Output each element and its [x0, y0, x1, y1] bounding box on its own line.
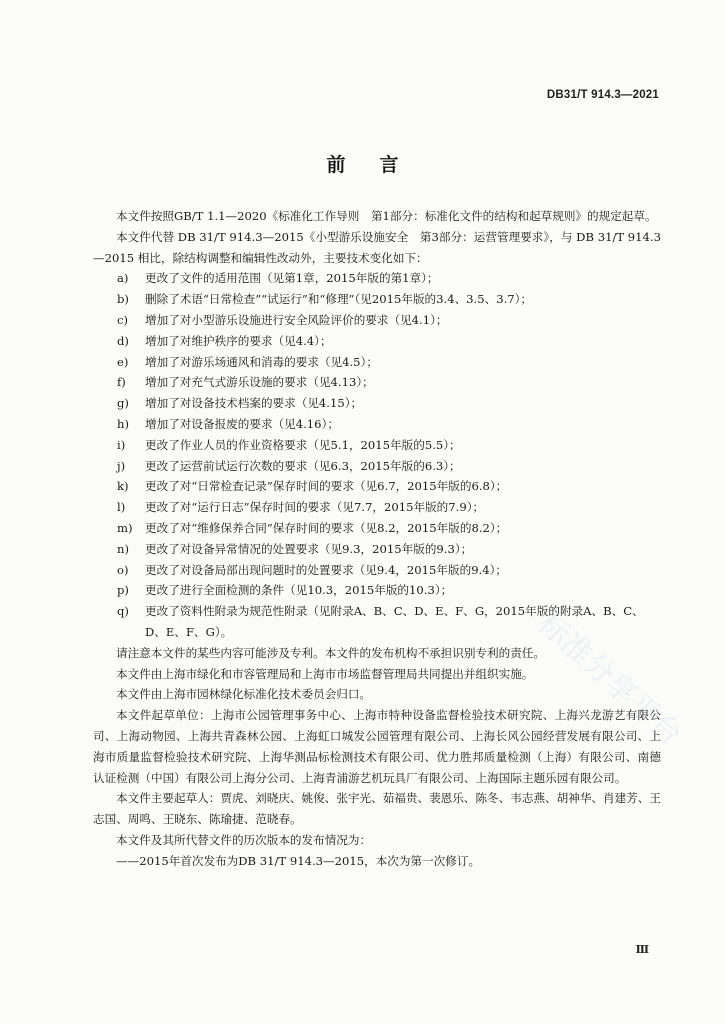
list-text: 增加了对游乐场通风和消毒的要求（见4.5）； [145, 354, 378, 369]
list-text: 更改了资料性附录为规范性附录（见附录A、B、C、D、E、F、G，2015年版的附录A、B、C、D、E、F、G）。 [145, 604, 644, 639]
changes-list [93, 268, 661, 642]
list-item [93, 539, 661, 560]
list-text: 更改了文件的适用范围（见第1章，2015年版的第1章）； [145, 271, 439, 286]
list-item [93, 414, 661, 435]
list-item [93, 268, 661, 289]
list-marker: n) [117, 541, 129, 556]
list-marker: m) [117, 520, 133, 535]
list-marker: j) [117, 458, 126, 473]
paragraph-patent-notice: 请注意本文件的某些内容可能涉及专利。本文件的发布机构不承担识别专利的责任。 [116, 645, 545, 660]
paragraph-drafting-rule: 本文件按照GB/T 1.1—2020《标准化工作导则 第1部分：标准化文件的结构和起草规则》的规定起草。 [116, 209, 657, 223]
list-text: 更改了作业人员的作业资格要求（见5.1，2015年版的5.5）； [145, 437, 461, 452]
list-marker: h) [117, 416, 129, 431]
list-item [93, 372, 661, 393]
list-marker: i) [117, 437, 126, 452]
page-title: 前言 [326, 154, 433, 176]
list-marker: d) [117, 333, 129, 348]
list-item [93, 310, 661, 331]
list-text: 更改了运营前试运行次数的要求（见6.3，2015年版的6.3）； [145, 458, 461, 473]
paragraph-proposer: 本文件由上海市绿化和市容管理局和上海市市场监督管理局共同提出并组织实施。 [116, 666, 534, 681]
list-marker: k) [117, 479, 129, 494]
list-text: 更改了对“运行日志”保存时间的要求（见7.7，2015年版的7.9）； [145, 500, 485, 515]
list-item [93, 580, 661, 601]
list-marker: o) [117, 562, 129, 577]
list-item [93, 601, 661, 643]
list-item [93, 289, 661, 310]
list-item [93, 331, 661, 352]
list-marker: l) [117, 500, 126, 515]
list-marker: b) [117, 292, 129, 307]
watermark: 标准分享平台 [531, 605, 689, 753]
paragraph-history-item: ——2015年首次发布为DB 31/T 914.3—2015，本次为第一次修订。 [116, 853, 481, 868]
list-item [93, 352, 661, 373]
paragraph-drafters: 本文件主要起草人：贾虎、刘晓庆、姚俊、张宇光、茹福贵、裴恩乐、陈冬、韦志燕、胡神华、肖建芳、王志国、周鸣、王晓东、陈瑜捷、范晓春。 [93, 791, 661, 827]
list-text: 更改了对设备局部出现问题时的处置要求（见9.4，2015年版的9.4）； [145, 562, 508, 577]
paragraph-committee: 本文件由上海市园林绿化标准化技术委员会归口。 [116, 687, 372, 702]
list-item [93, 393, 661, 414]
list-item [93, 497, 661, 518]
list-marker: f) [117, 375, 126, 390]
paragraph-replacement: 本文件代替 DB 31/T 914.3—2015《小型游乐设施安全 第3部分：运营管理要求》，与 DB 31/T 914.3—2015 相比，除结构调整和编辑性改动外，主要技术变化如下： [93, 229, 661, 265]
paragraph-drafting-units: 本文件起草单位：上海市公园管理事务中心、上海市特种设备监督检验技术研究院、上海兴龙游艺有限公司、上海动物园、上海共青森林公园、上海虹口城发公园管理有限公司、上海长风公园经营发展有限公司、上海市质量监督检验技术研究院、上海华测品标检测技术有限公司、优力胜邦质量检测（上海）有限公司、南德认证检测（中国）有限公司上海分公司、上海青浦游艺机玩具厂有限公司、上海国际主题乐园有限公司。 [93, 708, 661, 785]
list-marker: a) [117, 271, 129, 286]
list-marker: p) [117, 583, 129, 598]
list-marker: e) [117, 354, 129, 369]
list-marker: c) [117, 312, 129, 327]
list-item [93, 476, 661, 497]
page-number: Ⅲ [635, 943, 649, 956]
paragraph-history-intro: 本文件及其所代替文件的历次版本的发布情况为： [116, 832, 372, 847]
list-text: 更改了进行全面检测的条件（见10.3，2015年版的10.3）； [145, 583, 453, 598]
list-text: 增加了对设备技术档案的要求（见4.15）； [145, 396, 363, 411]
standard-code: DB31/T 914.3—2021 [546, 89, 659, 101]
list-item [93, 456, 661, 477]
list-text: 增加了对充气式游乐设施的要求（见4.13）； [145, 375, 374, 390]
list-item [93, 518, 661, 539]
list-text: 更改了对“维修保养合同”保存时间的要求（见8.2，2015年版的8.2）； [145, 520, 508, 535]
list-text: 增加了对维护秩序的要求（见4.4）； [145, 333, 332, 348]
list-marker: q) [117, 604, 129, 619]
list-item [93, 435, 661, 456]
list-text: 增加了对设备报废的要求（见4.16）； [145, 416, 339, 431]
list-text: 更改了对设备异常情况的处置要求（见9.3，2015年版的9.3）； [145, 541, 473, 556]
list-text: 更改了对“日常检查记录”保存时间的要求（见6.7，2015年版的6.8）； [145, 479, 508, 494]
list-text: 删除了术语“日常检查”“试运行”和“修理”（见2015年版的3.4、3.5、3.7）； [145, 292, 533, 307]
document-body [93, 206, 661, 872]
list-marker: g) [117, 396, 129, 411]
list-item [93, 560, 661, 581]
list-text: 增加了对小型游乐设施进行安全风险评价的要求（见4.1）； [145, 312, 448, 327]
